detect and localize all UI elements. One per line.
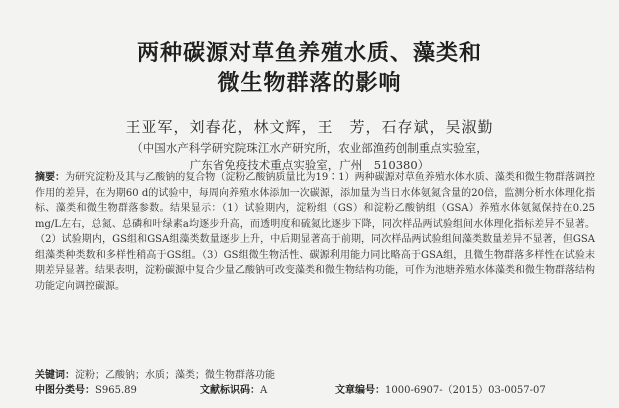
abstract-text: 为研究淀粉及其与乙酸钠的复合物（淀粉乙酸钠质量比为19∶1）两种碳源对草鱼养殖水体水质、藻类和微生物群落调控作用的差异，在为期60 d的试验中，每周向养殖水体添加一次碳源，添加量为当日水体氨氮含量的20倍，监测分析水体理化指标、藻类和微生物群落参数。结果显示：（1）试验期内，淀粉组（GS）和淀粉乙酸钠组（GSA）养殖水体氨氮保持在0.25 mg/L左右，总氮、总磷和叶绿素a均逐步升高，而透明度和硫氮比逐步下降，同次样品两试验组间水体理化指标差异不显著。（2）试验期内，GS组和GSA组藻类数量逐步上升，中后期显著高于前期，同次样品两试验组间藻类数量差异不显著，但GSA组藻类种类数和多样性稍高于GS组。（3）GS组微生物活性、碳源利用能力同比略高于GSA组，且微生物群落多样性在试验末期差异显著。结果表明，淀粉碳源中复合少量乙酸钠可改变藻类和微生物结构功能，可作为池塘养殖水体藻类和微生物群落结构功能定向调控碳源。 <box>35 172 596 292</box>
article-number-label: 文章编号： <box>335 385 385 396</box>
abstract-label: 摘要： <box>35 172 66 183</box>
author-list: 王亚军，刘春花，林文辉，王 芳，石存斌，吴淑勤 <box>125 118 494 136</box>
clc-label: 中图分类号： <box>35 385 95 396</box>
paper-metadata <box>35 368 605 398</box>
affiliation-line-2: 广东省免疫技术重点实验室，广州 510380） <box>189 158 430 172</box>
doc-code-value: A <box>260 385 268 396</box>
doc-code-label: 文献标识码： <box>200 385 260 396</box>
keywords-label: 关键词： <box>35 370 75 381</box>
affiliation-line-1: （中国水产科学研究院珠江水产研究所，农业部渔药创制重点实验室， <box>131 141 488 155</box>
paper-title-line-1: 两种碳源对草鱼养殖水质、藻类和 <box>136 40 482 66</box>
abstract-block <box>35 170 595 294</box>
paper-title-line-2: 微生物群落的影响 <box>217 70 402 96</box>
clc-field <box>35 383 137 398</box>
clc-value: S965.89 <box>95 385 137 396</box>
keywords-row <box>35 368 605 383</box>
article-number-field <box>335 383 546 398</box>
doc-code-field <box>200 383 267 398</box>
classification-row <box>35 383 605 398</box>
keywords-text: 淀粉；乙酸钠；水质；藻类；微生物群落功能 <box>75 370 275 381</box>
article-number-value: 1000-6907-（2015）03-0057-07 <box>385 385 546 396</box>
